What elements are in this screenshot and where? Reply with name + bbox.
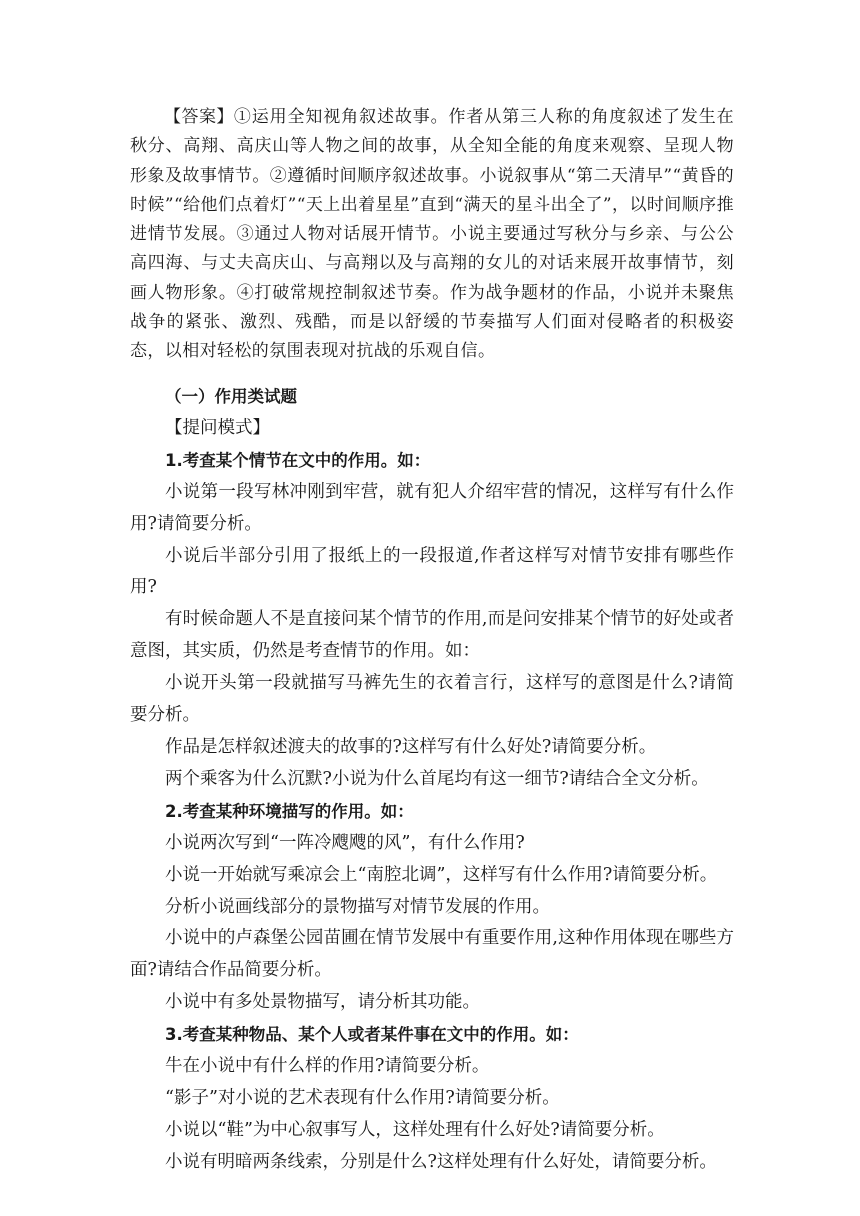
paragraph-10: 小说中的卢森堡公园苗圃在情节发展中有重要作用,这种作用体现在哪些方面?请结合作品简要分析。	[130, 928, 734, 981]
paragraph-11: 小说中有多处景物描写，请分析其功能。	[165, 992, 480, 1013]
paragraph-12: 牛在小说中有什么样的作用?请简要分析。	[165, 1056, 490, 1077]
paragraph-13: “影子”对小说的艺术表现有什么作用?请简要分析。	[165, 1087, 560, 1108]
paragraph-5: 作品是怎样叙述渡夫的故事的?这样写有什么好处?请简要分析。	[165, 736, 657, 757]
document-page	[130, 103, 734, 1179]
paragraph-3: 有时候命题人不是直接问某个情节的作用,而是问安排某个情节的好处或者意图，其实质，仍然是考查情节的作用。如：	[130, 609, 734, 662]
answer-paragraph	[130, 103, 734, 381]
answer-text: ①运用全知视角叙述故事。作者从第三人称的角度叙述了发生在秋分、高翔、高庆山等人物之间的故事，从全知全能的角度来观察、呈现人物形象及故事情节。②遵循时间顺序叙述故事。小说叙事从“第二天清早”“黄昏的时候”“给他们点着灯”“天上出着星星”直到“满天的星斗出全了”，以时间顺序推进情节发展。③通过人物对话展开情节。小说主要通过写秋分与乡亲、与公公高四海、与丈夫高庆山、与高翔以及与高翔的女儿的对话来展开故事情节，刻画人物形象。④打破常规控制叙述节奏。作为战争题材的作品，小说并未聚焦战争的紧张、激烈、残酷，而是以舒缓的节奏描写人们面对侵略者的积极姿态，以相对轻松的氛围表现对抗战的乐观自信。	[130, 107, 735, 362]
paragraph-15: 小说有明暗两条线索，分别是什么?这样处理有什么好处，请简要分析。	[165, 1151, 717, 1172]
paragraph-2: 小说后半部分引用了报纸上的一段报道,作者这样写对情节安排有哪些作用?	[130, 545, 734, 598]
section-title: （一）作用类试题	[165, 387, 297, 406]
paragraph-8: 小说一开始就写乘凉会上“南腔北调”，这样写有什么作用?请简要分析。	[165, 864, 718, 885]
paragraph-14: 小说以“鞋”为中心叙事写人，这样处理有什么好处?请简要分析。	[165, 1119, 665, 1140]
paragraph-1: 小说第一段写林冲刚到牢营，就有犯人介绍牢营的情况，这样写有什么作用?请简要分析。	[130, 481, 734, 534]
heading-3: 3.考查某种物品、某个人或者某件事在文中的作用。如：	[165, 1025, 579, 1045]
answer-tag: 【答案】	[164, 107, 234, 127]
heading-1: 1.考查某个情节在文中的作用。如：	[165, 450, 431, 470]
mode-label: 【提问模式】	[165, 417, 270, 438]
paragraph-7: 小说两次写到“一阵冷飕飕的风”，有什么作用?	[165, 832, 525, 853]
paragraph-9: 分析小说画线部分的景物描写对情节发展的作用。	[165, 896, 550, 917]
paragraph-6: 两个乘客为什么沉默?小说为什么首尾均有这一细节?请结合全文分析。	[165, 768, 709, 789]
paragraph-4: 小说开头第一段就描写马裤先生的衣着言行，这样写的意图是什么?请简要分析。	[130, 673, 734, 726]
heading-2: 2.考查某种环境描写的作用。如：	[165, 801, 414, 821]
